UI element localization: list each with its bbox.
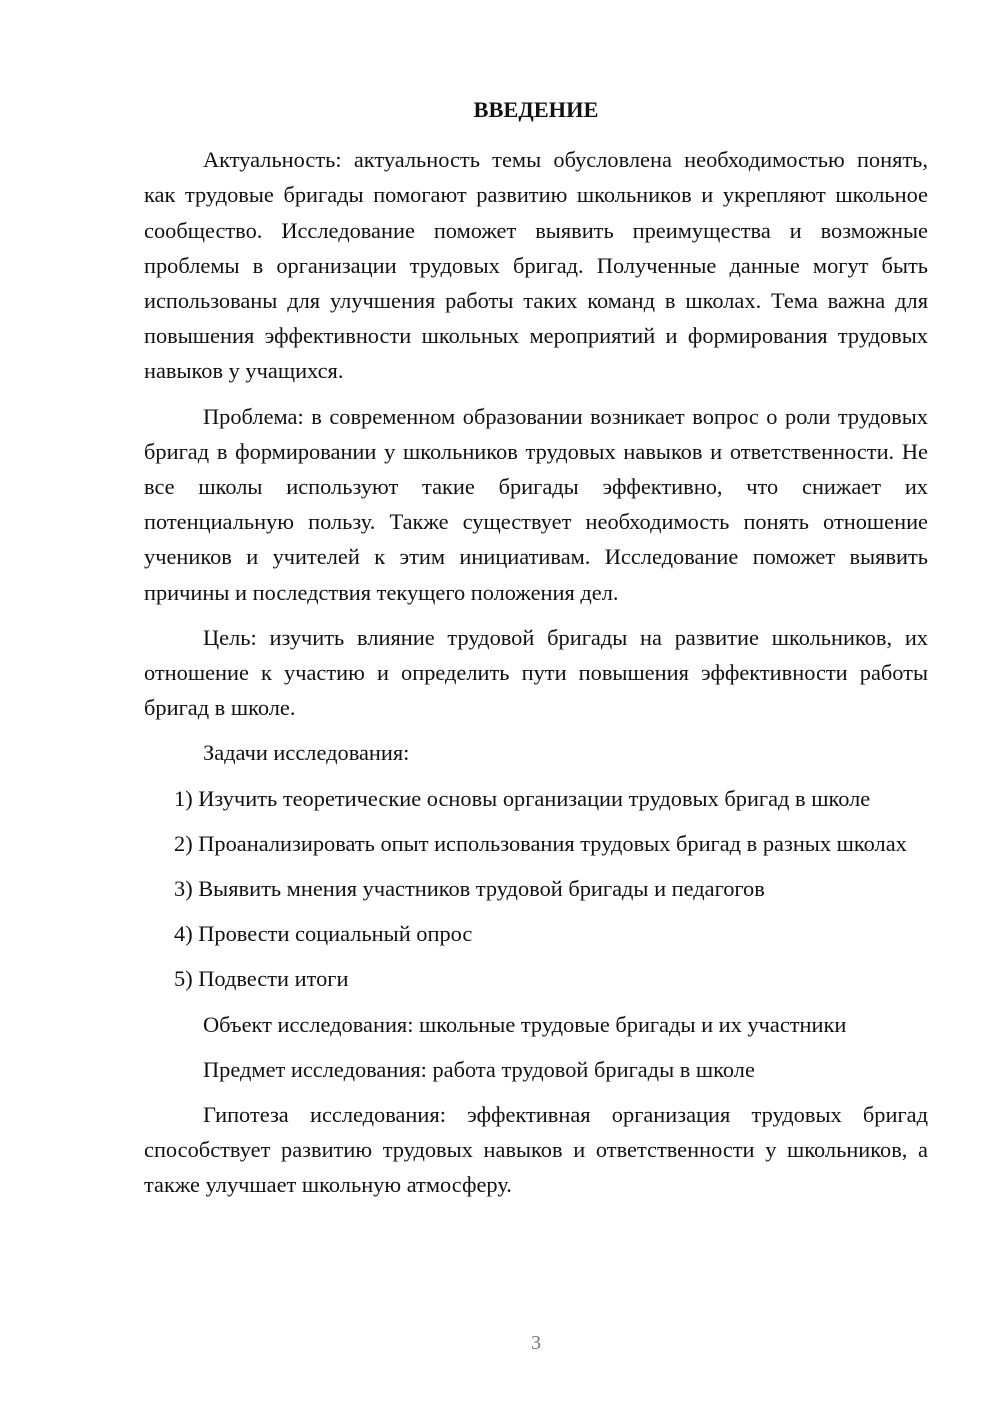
task-item: 1) Изучить теоретические основы организации трудовых бригад в школе: [174, 785, 871, 811]
document-page: [144, 92, 928, 1213]
task-item: 4) Провести социальный опрос: [174, 921, 473, 947]
task-item: 2) Проанализировать опыт использования трудовых бригад в разных школах: [174, 830, 907, 856]
paragraph-hypothesis: Гипотеза исследования: эффективная организация трудовых бригад способствует развитию трудовых навыков и ответственности у школьников, а также улучшает школьную атмосферу.: [144, 1102, 928, 1198]
section-title: ВВЕДЕНИЕ: [473, 97, 599, 122]
paragraph-goal: Цель: изучить влияние трудовой бригады на развитие школьников, их отношение к участию и определить пути повышения эффективности работы бригад в школе.: [144, 624, 928, 721]
page-number: 3: [531, 1332, 541, 1354]
task-item: 3) Выявить мнения участников трудовой бригады и педагогов: [174, 876, 765, 902]
paragraph-relevance: Актуальность: актуальность темы обусловлена необходимостью понять, как трудовые бригады помогают развитию школьников и укрепляют школьное сообщество. Исследование поможет выявить преимущества и возможные проблемы в организации трудовых бригад. Полученные данные могут быть использованы для улучшения работы таких команд в школах. Тема важна для повышения эффективности школьных мероприятий и формирования трудовых навыков у учащихся.: [144, 147, 928, 384]
tasks-heading: Задачи исследования:: [203, 740, 410, 766]
paragraph-problem: Проблема: в современном образовании возникает вопрос о роли трудовых бригад в формировании у школьников трудовых навыков и ответственности. Не все школы используют такие бригады эффективно, что снижает их потенциальную пользу. Также существует необходимость понять отношение учеников и учителей к этим инициативам. Исследование поможет выявить причины и последствия текущего положения дел.: [144, 403, 928, 605]
task-item: 5) Подвести итоги: [174, 966, 349, 992]
paragraph-object: Объект исследования: школьные трудовые бригады и их участники: [203, 1011, 847, 1037]
paragraph-subject: Предмет исследования: работа трудовой бригады в школе: [203, 1056, 755, 1082]
